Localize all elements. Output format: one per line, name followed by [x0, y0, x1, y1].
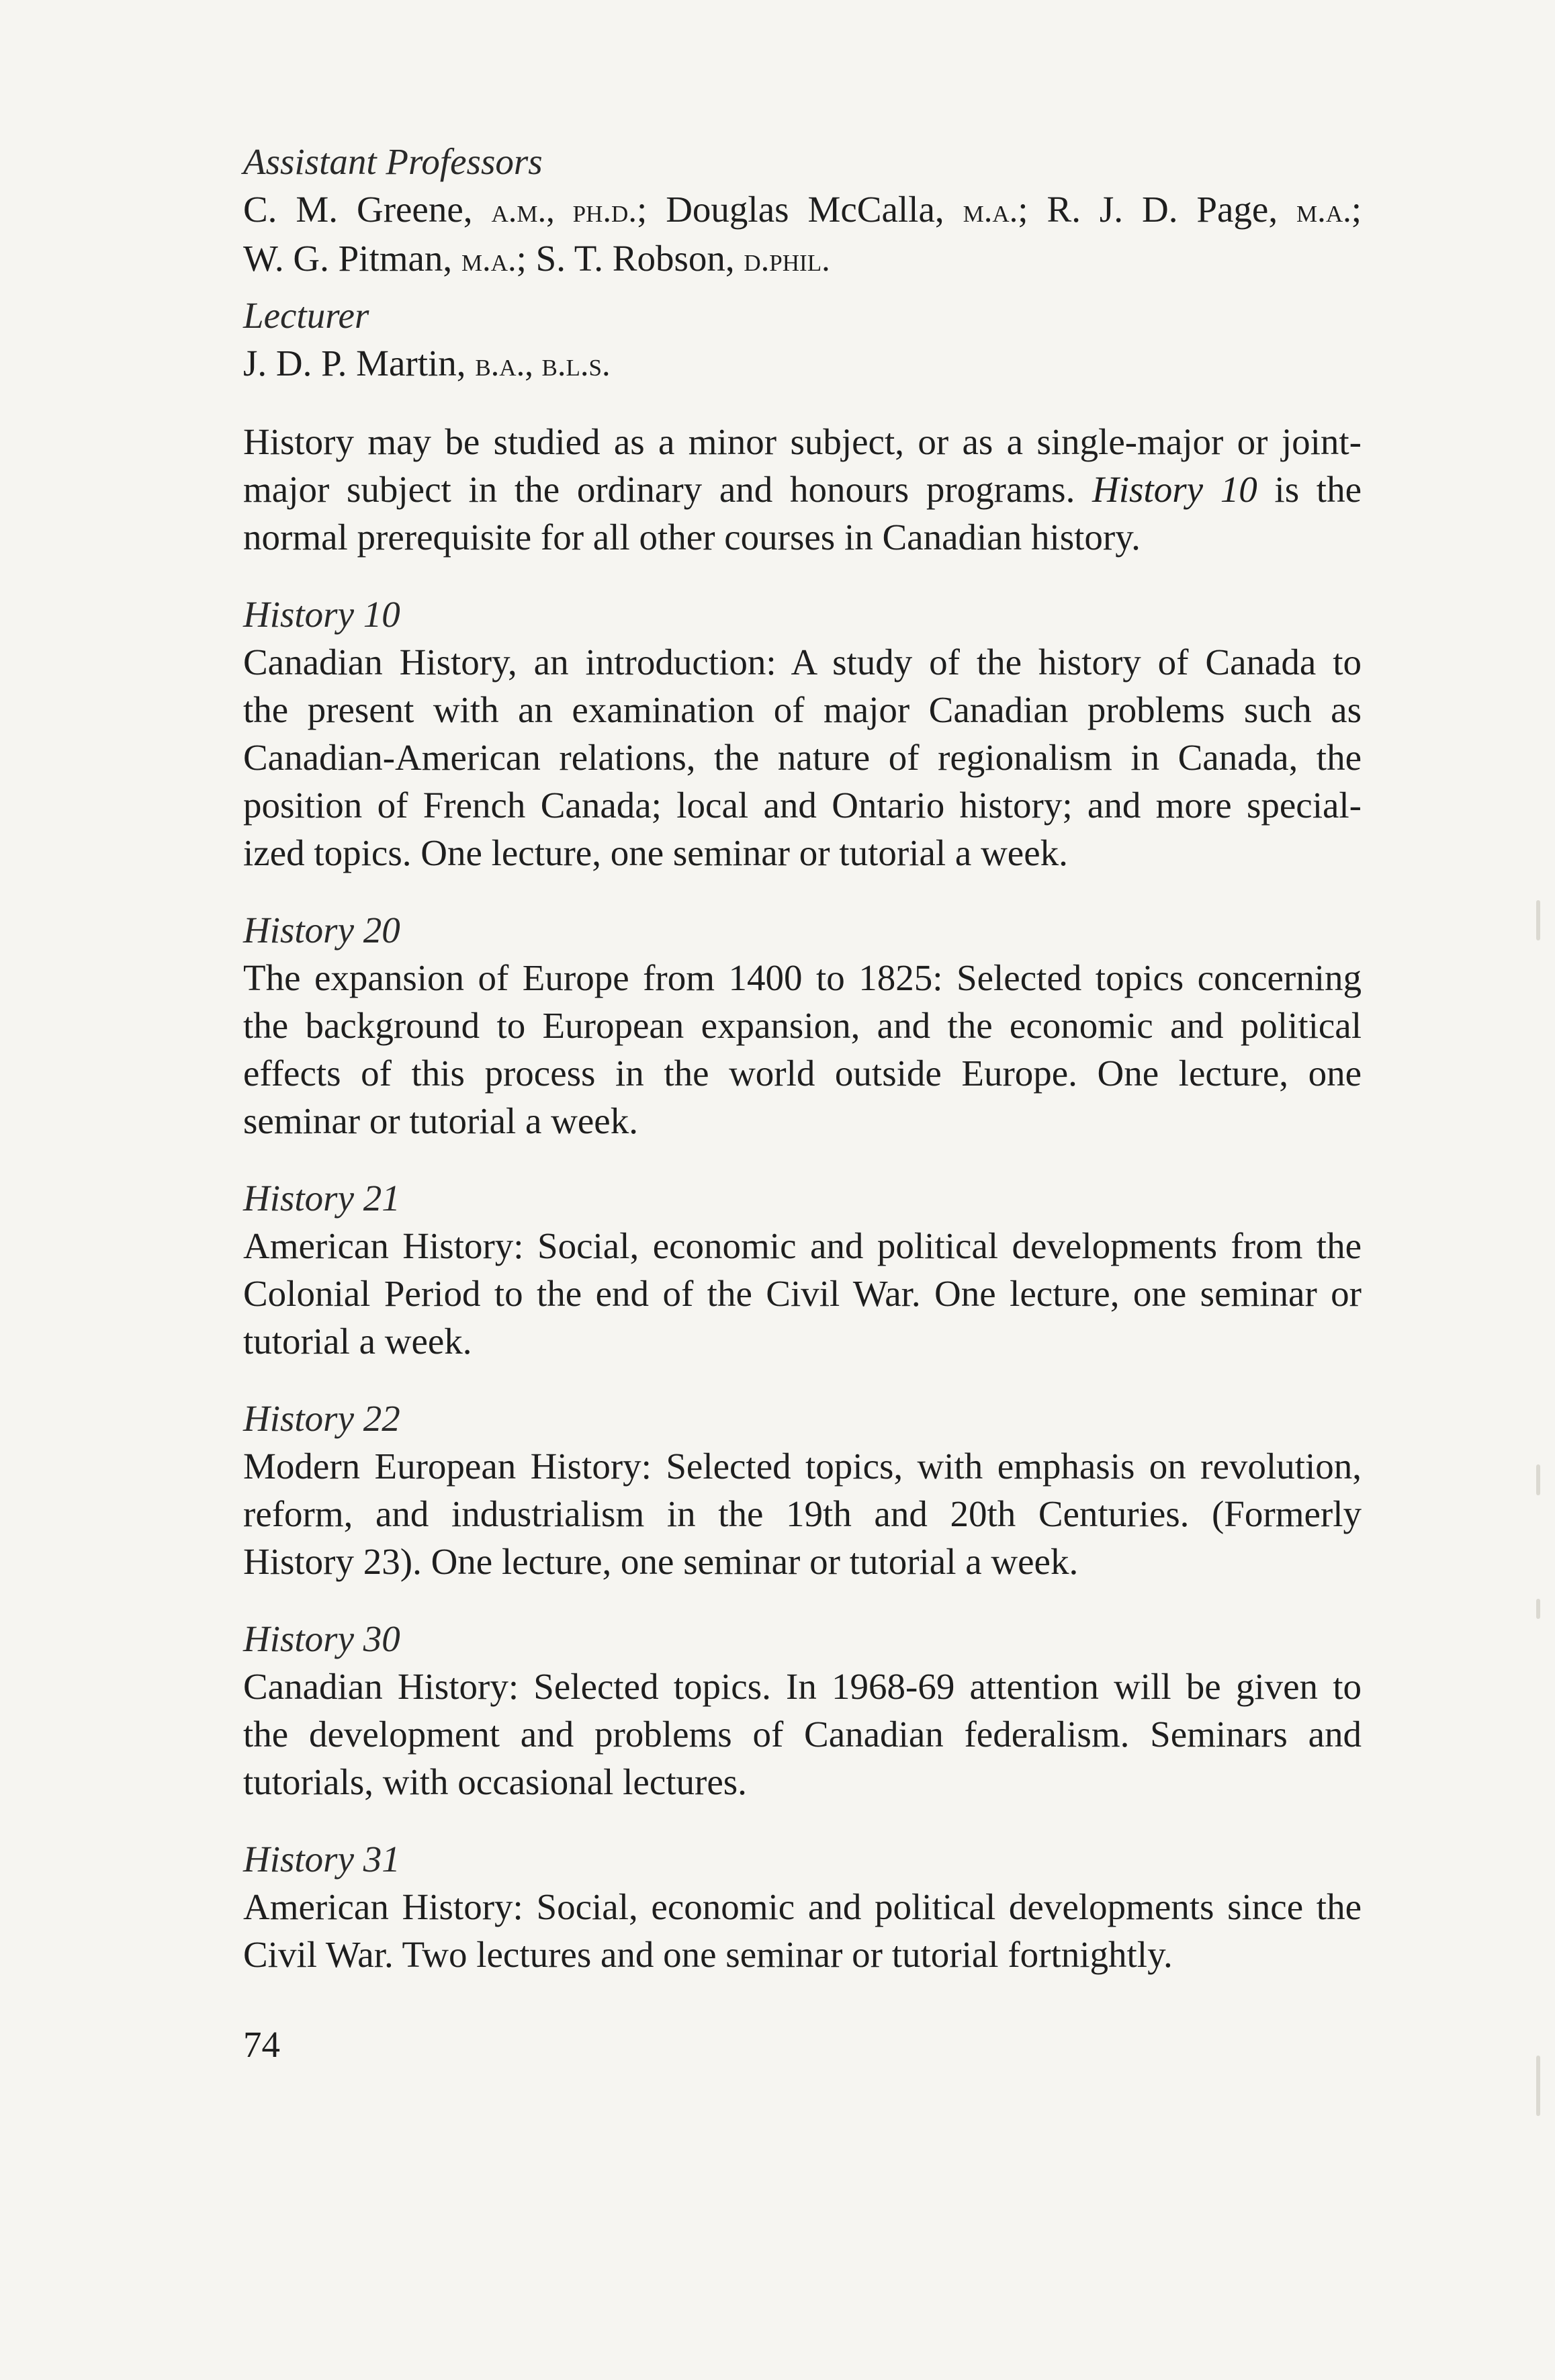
course-line: Canadian History: Selected topics. In 1968-69 attention will be given to	[243, 1666, 1362, 1707]
course-line: American History: Social, economic and political developments since the	[243, 1886, 1362, 1927]
course-line: position of French Canada; local and Ontario history; and more special-	[243, 785, 1362, 826]
page-number: 74	[243, 2024, 280, 2065]
assistant-professors-line-2: W. G. Pitman, m.a.; S. T. Robson, d.phil.	[243, 238, 830, 279]
course-history-30	[243, 1615, 1362, 1806]
course-line: ized topics. One lecture, one seminar or tutorial a week.	[243, 832, 1068, 873]
course-line: tutorial a week.	[243, 1321, 472, 1362]
course-heading: History 31	[243, 1839, 400, 1880]
course-line: effects of this process in the world outside Europe. One lecture, one	[243, 1053, 1362, 1094]
course-line: tutorials, with occasional lectures.	[243, 1761, 747, 1802]
assistant-professors-line-1: C. M. Greene, a.m., ph.d.; Douglas McCalla, m.a.; R. J. D. Page, m.a.;	[243, 189, 1362, 230]
course-heading: History 10	[243, 594, 400, 635]
course-heading: History 21	[243, 1178, 400, 1219]
assistant-professors-heading: Assistant Professors	[243, 141, 543, 182]
page-body	[243, 138, 1362, 1978]
course-line: American History: Social, economic and political developments from the	[243, 1225, 1362, 1266]
intro-line-2: major subject in the ordinary and honours programs. History 10 is the	[243, 469, 1362, 510]
lecturer-heading: Lecturer	[243, 295, 369, 336]
course-line: seminar or tutorial a week.	[243, 1100, 638, 1141]
paper-edge-mark	[1536, 900, 1540, 940]
course-history-21	[243, 1174, 1362, 1365]
course-heading: History 20	[243, 910, 400, 951]
paper-edge-mark	[1536, 1464, 1540, 1495]
course-line: The expansion of Europe from 1400 to 1825: Selected topics concerning	[243, 957, 1362, 998]
course-history-20	[243, 906, 1362, 1145]
paper-edge-mark	[1536, 2056, 1540, 2116]
course-history-22	[243, 1395, 1362, 1585]
course-history-10	[243, 590, 1362, 877]
course-line: Canadian-American relations, the nature of regionalism in Canada, the	[243, 737, 1362, 778]
course-heading: History 22	[243, 1398, 400, 1439]
course-line: Colonial Period to the end of the Civil War. One lecture, one seminar or	[243, 1273, 1362, 1314]
intro-line-1: History may be studied as a minor subject, or as a single-major or joint-	[243, 421, 1362, 462]
course-line: the development and problems of Canadian federalism. Seminars and	[243, 1714, 1362, 1755]
course-line: the background to European expansion, and the economic and political	[243, 1005, 1362, 1046]
intro-paragraph	[243, 418, 1362, 561]
lecturer-line: J. D. P. Martin, b.a., b.l.s.	[243, 343, 611, 384]
course-line: Civil War. Two lectures and one seminar or tutorial fortnightly.	[243, 1934, 1173, 1975]
course-line: reform, and industrialism in the 19th and 20th Centuries. (Formerly	[243, 1493, 1362, 1534]
course-history-31	[243, 1835, 1362, 1978]
intro-line-3: normal prerequisite for all other courses in Canadian history.	[243, 517, 1141, 558]
paper-edge-mark	[1536, 1599, 1540, 1619]
course-line: Canadian History, an introduction: A study of the history of Canada to	[243, 642, 1362, 682]
course-line: History 23). One lecture, one seminar or tutorial a week.	[243, 1541, 1079, 1582]
course-heading: History 30	[243, 1618, 400, 1659]
course-line: Modern European History: Selected topics, with emphasis on revolution,	[243, 1446, 1362, 1487]
course-line: the present with an examination of major Canadian problems such as	[243, 689, 1362, 730]
